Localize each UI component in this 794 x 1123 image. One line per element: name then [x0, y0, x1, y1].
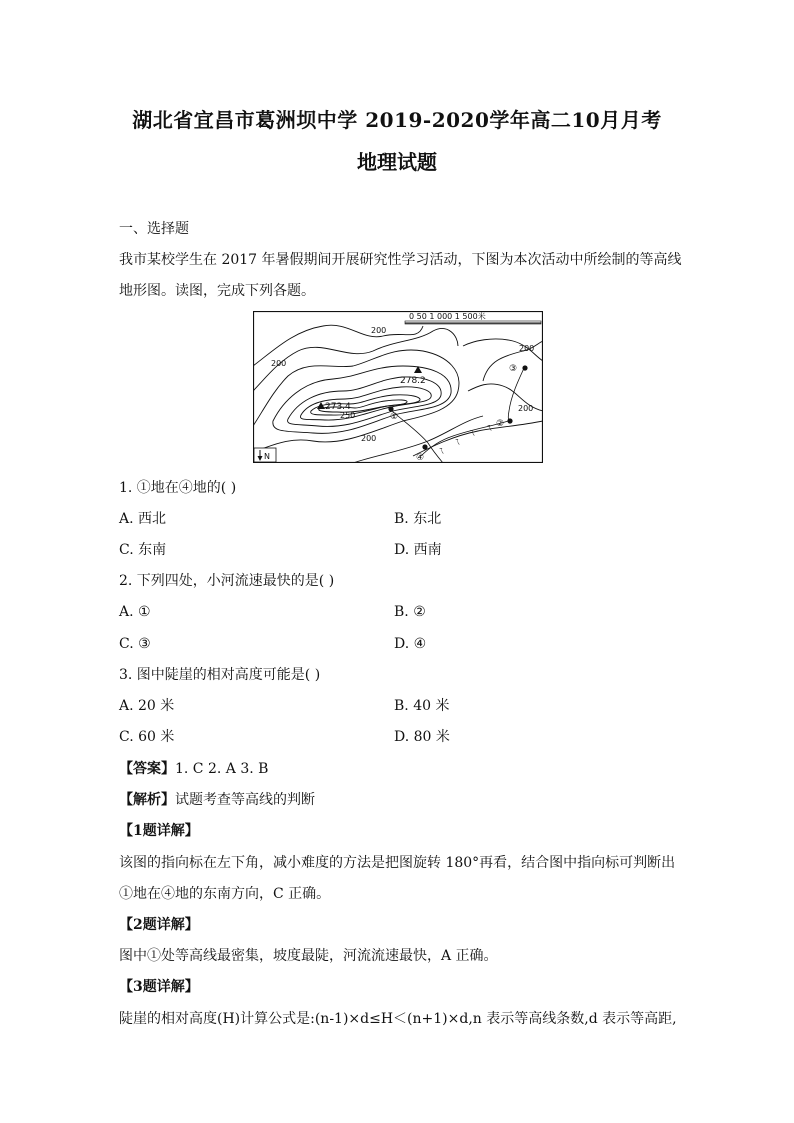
- contour-label-1: 200: [371, 326, 387, 335]
- contour-label-3: 200: [519, 344, 535, 353]
- q2-stem: 2. 下列四处，小河流速最快的是( ): [119, 573, 335, 589]
- q1-option-b[interactable]: B. 东北: [394, 511, 442, 527]
- detail2-line-1: 图中①处等高线最密集，坡度最陡，河流流速最快，A 正确。: [119, 948, 498, 964]
- scale-label: 0 50 1 000 1 500米: [409, 312, 486, 321]
- section-heading: 一、选择题: [119, 221, 189, 237]
- river-glyph-3: ㄟ: [437, 446, 445, 455]
- detail3-label: 【3题详解】: [119, 979, 199, 995]
- q2-option-c[interactable]: C. ③: [119, 636, 151, 652]
- detail1-label: 【1题详解】: [119, 823, 199, 839]
- contour-label-6: 200: [361, 434, 377, 443]
- river-glyph-2: ㄟ: [485, 423, 493, 432]
- q2-option-a[interactable]: A. ①: [119, 604, 151, 620]
- point-dot-2: [507, 418, 512, 423]
- q3-option-d[interactable]: D. 80 米: [394, 729, 450, 745]
- contour-label-2: 200: [271, 359, 287, 368]
- q3-option-a[interactable]: A. 20 米: [119, 698, 175, 714]
- north-label: N: [264, 452, 270, 461]
- point-dot-3: [522, 365, 527, 370]
- q1-stem: 1. ①地在④地的( ): [119, 480, 237, 496]
- answer-label: 【答案】: [119, 761, 175, 777]
- contour-map: [253, 311, 543, 463]
- peak-label-2: 273.4: [325, 402, 351, 412]
- intro-line-2: 地形图。读图，完成下列各题。: [119, 283, 315, 299]
- point-dot-4: [422, 444, 427, 449]
- point-label-4: ④: [416, 453, 425, 463]
- analysis-text: 试题考查等高线的判断: [175, 792, 315, 808]
- analysis-label: 【解析】: [119, 792, 175, 808]
- detail1-line-2: ①地在④地的东南方向，C 正确。: [119, 886, 331, 902]
- q3-stem: 3. 图中陡崖的相对高度可能是( ): [119, 667, 321, 683]
- answer-line: [119, 760, 268, 778]
- q1-option-a[interactable]: A. 西北: [119, 511, 167, 527]
- contour-label-4: 250: [340, 411, 356, 420]
- q1-option-d[interactable]: D. 西南: [394, 542, 442, 558]
- point-label-3: ③: [509, 364, 518, 374]
- detail2-label: 【2题详解】: [119, 917, 199, 933]
- point-label-2: ②: [496, 419, 505, 429]
- river-glyph-1: ㄟ: [468, 428, 476, 437]
- river-glyph-4: ㄟ: [453, 437, 461, 446]
- document-title: 湖北省宜昌市葛洲坝中学 2019-2020学年高二10月月考: [132, 108, 662, 132]
- q1-option-c[interactable]: C. 东南: [119, 542, 167, 558]
- intro-line-1: 我市某校学生在 2017 年暑假期间开展研究性学习活动，下图为本次活动中所绘制的等高线: [119, 252, 682, 268]
- answer-text: 1. C 2. A 3. B: [175, 761, 269, 777]
- q3-option-b[interactable]: B. 40 米: [394, 698, 450, 714]
- point-label-1: ①: [390, 412, 399, 422]
- q2-option-b[interactable]: B. ②: [394, 604, 426, 620]
- peak-label-1: 278.2: [400, 376, 426, 386]
- document-subtitle: 地理试题: [357, 150, 437, 174]
- q2-option-d[interactable]: D. ④: [394, 636, 427, 652]
- point-dot-1: [388, 406, 393, 411]
- q3-option-c[interactable]: C. 60 米: [119, 729, 175, 745]
- detail1-line-1: 该图的指向标在左下角，减小难度的方法是把图旋转 180°再看，结合图中指向标可判断出: [119, 855, 676, 871]
- detail3-line-1: 陡崖的相对高度(H)计算公式是:(n-1)×d≤H＜(n+1)×d,n 表示等高线条数,d 表示等高距,: [119, 1011, 677, 1027]
- analysis-line: [119, 791, 315, 809]
- contour-label-5: 200: [518, 404, 534, 413]
